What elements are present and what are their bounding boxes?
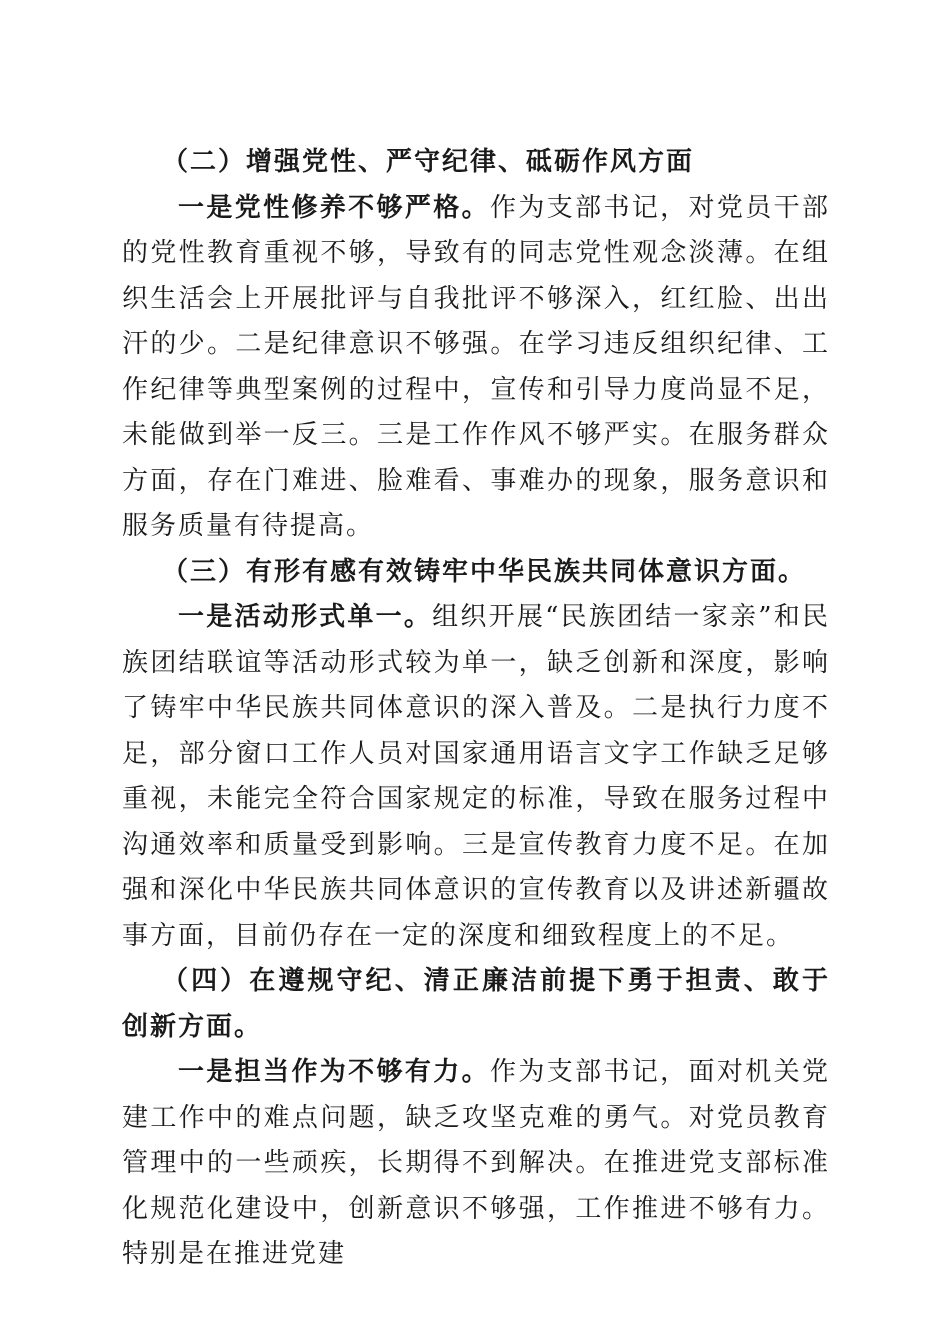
section-heading-3: （三）有形有感有效铸牢中华民族共同体意识方面。 xyxy=(162,556,807,587)
paragraph xyxy=(122,595,830,959)
paragraph-text: 作为支部书记，面对机关党建工作中的难点问题，缺乏攻坚克难的勇气。对党员教育管理中的一些顽疾，长期得不到解决。在推进党支部标准化规范化建设中，创新意识不够强，工作推进不够有力。特别是在推进党建 xyxy=(122,1057,830,1269)
paragraph-lead: 一是担当作为不够有力。 xyxy=(178,1057,490,1087)
section-heading-2: （二）增强党性、严守纪律、砥砺作风方面 xyxy=(162,147,695,177)
paragraph xyxy=(122,1050,830,1278)
paragraph-text: 组织开展“民族团结一家亲”和民族团结联谊等活动形式较为单一，缺乏创新和深度，影响了铸牢中华民族共同体意识的深入普及。二是执行力度不足，部分窗口工作人员对国家通用语言文字工作缺乏足够重视，未能完全符合国家规定的标准，导致在服务过程中沟通效率和质量受到影响。三是宣传教育力度不足。在加强和深化中华民族共同体意识的宣传教育以及讲述新疆故事方面，目前仍存在一定的深度和细致程度上的不足。 xyxy=(122,602,830,951)
section-heading-4: （四）在遵规守纪、清正廉洁前提下勇于担责、敢于创新方面。 xyxy=(122,966,830,1042)
paragraph-text: 作为支部书记，对党员干部的党性教育重视不够，导致有的同志党性观念淡薄。在组织生活会上开展批评与自我批评不够深入，红红脸、出出汗的少。二是纪律意识不够强。在学习违反组织纪律、工作纪律等典型案例的过程中，宣传和引导力度尚显不足，未能做到举一反三。三是工作作风不够严实。在服务群众方面，存在门难进、脸难看、事难办的现象，服务意识和服务质量有待提高。 xyxy=(122,192,830,541)
paragraph-lead: 一是党性修养不够严格。 xyxy=(178,192,490,223)
paragraph-lead: 一是活动形式单一。 xyxy=(178,602,433,632)
paragraph xyxy=(122,186,830,550)
document-body xyxy=(122,140,830,1278)
